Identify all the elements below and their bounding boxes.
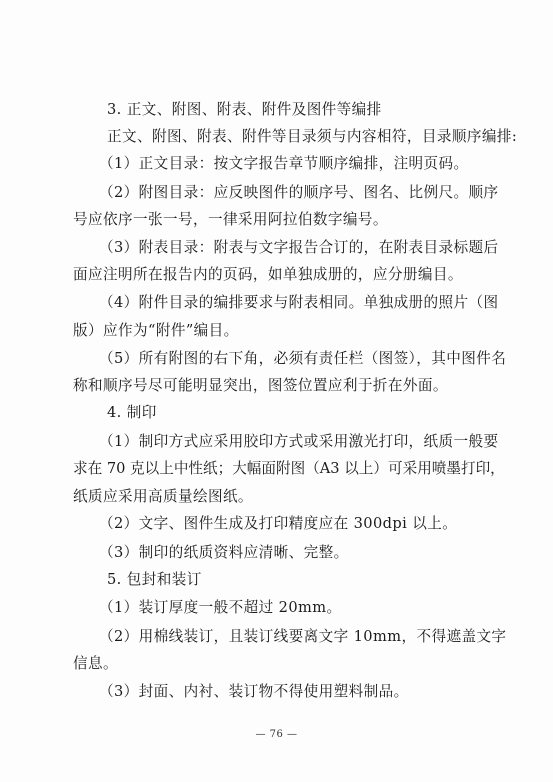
paragraph-line: 纸质应采用高质量绘图纸。 <box>73 488 253 505</box>
paragraph-line: 面应注明所在报告内的页码，如单独成册的，应分册编目。 <box>73 266 463 283</box>
paragraph-line: 版）应作为“附件”编目。 <box>73 322 239 339</box>
paragraph-line: （2）用棉线装订，且装订线要离文字 10mm，不得遮盖文字 <box>99 628 507 645</box>
paragraph-line: 称和顺序号尽可能明显突出，图签位置应利于折在外面。 <box>73 377 448 394</box>
heading-section-5: 5. 包封和装订 <box>107 571 202 588</box>
paragraph-line: （2）文字、图件生成及打印精度应在 300dpi 以上。 <box>99 515 458 532</box>
paragraph-line: （1）制印方式应采用胶印方式或采用激光打印，纸质一般要 <box>99 433 499 450</box>
paragraph-line: （2）附图目录：应反映图件的顺序号、图名、比例尺。顺序 <box>99 184 499 201</box>
page-number: — 76 — <box>255 729 298 740</box>
paragraph-line: （3）制印的纸质资料应清晰、完整。 <box>99 544 349 561</box>
paragraph-line: 号应依序一张一号，一律采用阿拉伯数字编号。 <box>73 211 388 228</box>
paragraph-line: （1）装订厚度一般不超过 20mm。 <box>99 599 342 616</box>
heading-section-4: 4. 制印 <box>107 404 157 421</box>
paragraph-line: （1）正文目录：按文字报告章节顺序编排，注明页码。 <box>99 155 469 172</box>
paragraph-line: （4）附件目录的编排要求与附表相同。单独成册的照片（图 <box>99 294 499 311</box>
paragraph-line: （3）附表目录：附表与文字报告合订的，在附表目录标题后 <box>99 239 499 256</box>
heading-section-3: 3. 正文、附图、附表、附件及图件等编排 <box>107 101 382 118</box>
paragraph-line: （5）所有附图的右下角，必须有责任栏（图签），其中图件名 <box>99 350 507 367</box>
paragraph-line: （3）封面、内衬、装订物不得使用塑料制品。 <box>99 683 409 700</box>
paragraph-line: 正文、附图、附表、附件等目录须与内容相符，目录顺序编排: <box>107 128 518 145</box>
paragraph-line: 信息。 <box>73 655 118 672</box>
paragraph-line: 求在 70 克以上中性纸；大幅面附图（A3 以上）可采用喷墨打印， <box>73 460 505 477</box>
